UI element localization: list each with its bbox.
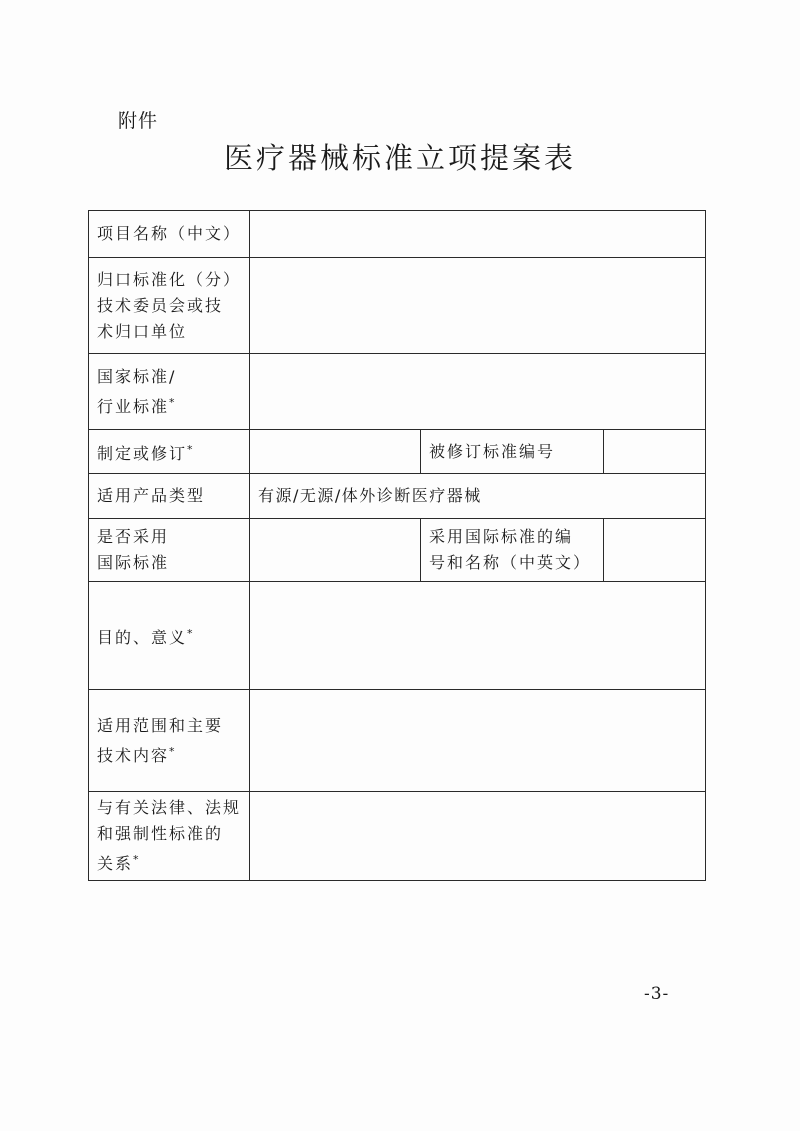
row-scope — [89, 690, 706, 792]
product-type-field[interactable]: 有源/无源/体外诊断医疗器械 — [250, 474, 706, 519]
standard-level-label-cell — [89, 354, 250, 430]
row-product-type — [89, 474, 706, 519]
form-title: 医疗器械标准立项提案表 — [223, 141, 576, 175]
project-name-field[interactable] — [250, 211, 706, 258]
required-star: * — [187, 626, 193, 640]
intl-standard-label: 是否采用 国际标准 — [89, 519, 250, 582]
standard-level-field[interactable] — [250, 354, 706, 430]
row-revision-type — [89, 430, 706, 474]
revised-standard-number-label: 被修订标准编号 — [421, 430, 604, 474]
standard-level-label: 国家标准/ 行业标准 — [97, 366, 177, 416]
relation-label: 与有关法律、法规 和强制性标准的 关系 — [97, 798, 242, 873]
relation-field[interactable] — [250, 792, 706, 881]
row-project-name — [89, 211, 706, 258]
required-star: * — [169, 395, 175, 409]
required-star: * — [133, 853, 139, 866]
revised-standard-number-field[interactable] — [604, 430, 706, 474]
row-relation — [89, 792, 706, 881]
revision-type-field[interactable] — [250, 430, 421, 474]
intl-standard-number-label: 采用国际标准的编 号和名称（中英文） — [421, 519, 604, 582]
project-name-label: 项目名称（中文） — [89, 211, 250, 258]
committee-label: 归口标准化（分） 技术委员会或技 术归口单位 — [89, 258, 250, 354]
scope-label-cell — [89, 690, 250, 792]
committee-field[interactable] — [250, 258, 706, 354]
row-standard-level — [89, 354, 706, 430]
scope-label: 适用范围和主要 技术内容 — [97, 715, 224, 765]
attachment-label: 附件 — [118, 110, 159, 132]
page-number: -3- — [644, 984, 670, 1004]
product-type-label: 适用产品类型 — [89, 474, 250, 519]
row-committee — [89, 258, 706, 354]
required-star: * — [187, 442, 193, 456]
scope-field[interactable] — [250, 690, 706, 792]
purpose-label: 目的、意义 — [97, 627, 188, 647]
intl-standard-number-field[interactable] — [604, 519, 706, 582]
revision-type-label: 制定或修订 — [97, 443, 188, 463]
purpose-label-cell — [89, 582, 250, 690]
required-star: * — [169, 744, 175, 758]
row-purpose — [89, 582, 706, 690]
proposal-form-table — [88, 210, 706, 881]
relation-label-cell — [89, 792, 250, 881]
row-intl-standard — [89, 519, 706, 582]
purpose-field[interactable] — [250, 582, 706, 690]
intl-standard-field[interactable] — [250, 519, 421, 582]
revision-type-label-cell — [89, 430, 250, 474]
